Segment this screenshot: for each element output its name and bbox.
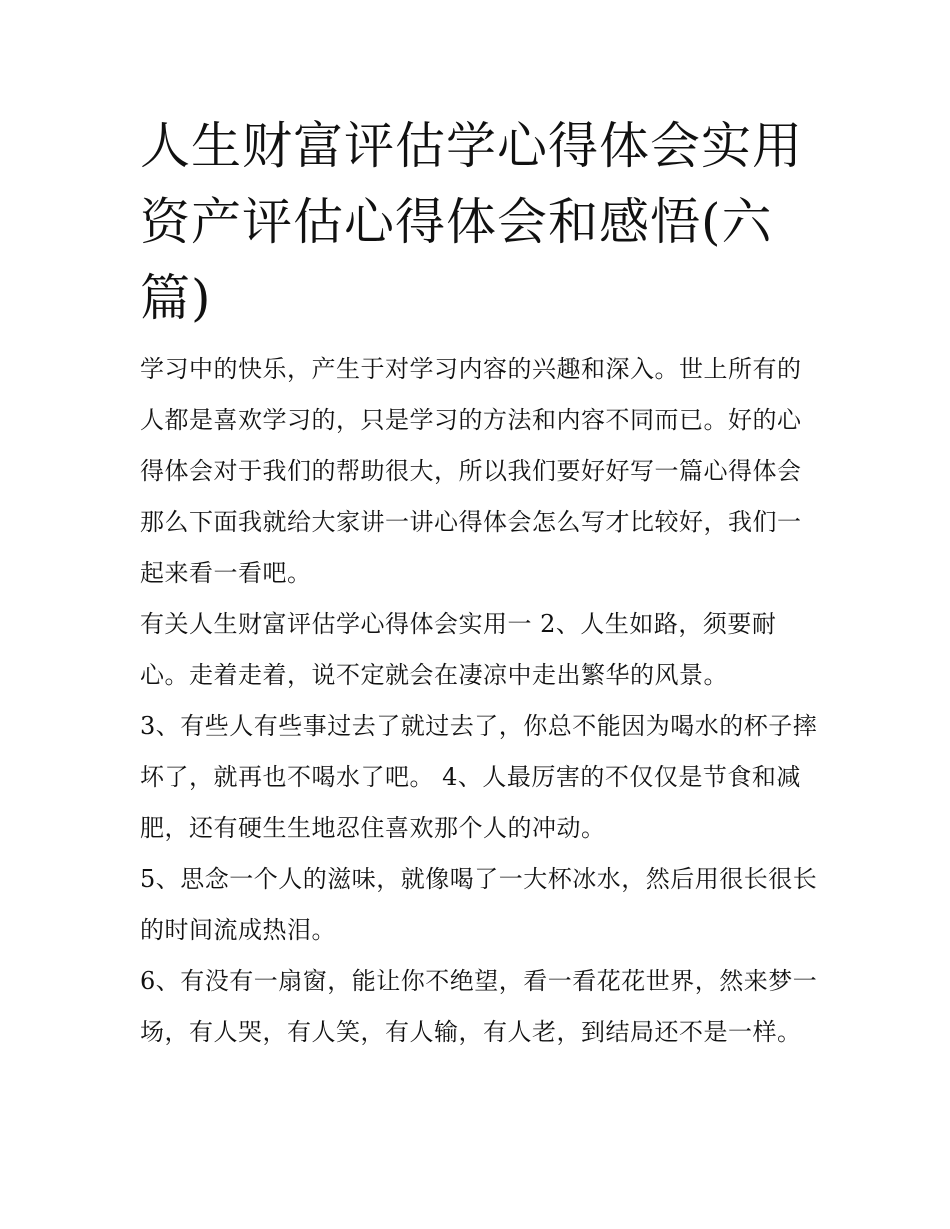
paragraph-item-3-4: 3、有些人有些事过去了就过去了，你总不能因为喝水的杯子摔坏了，就再也不喝水了吧。 4、人最厉害的不仅仅是节食和减肥，还有硬生生地忍住喜欢那个人的冲动。 [140, 712, 818, 842]
paragraph-item-2: 有关人生财富评估学心得体会实用一 2、人生如路，须要耐心。走着走着，说不定就会在凄凉中走出繁华的风景。 [140, 610, 777, 689]
document-page [140, 108, 820, 1058]
paragraph-item-6: 6、有没有一扇窗，能让你不绝望，看一看花花世界，然来梦一场，有人哭，有人笑，有人输，有人老，到结局还不是一样。 [140, 967, 818, 1046]
document-title: 人生财富评估学心得体会实用资产评估心得体会和感悟(六篇) [140, 117, 803, 327]
paragraph-item-5: 5、思念一个人的滋味，就像喝了一大杯冰水，然后用很长很长的时间流成热泪。 [140, 865, 818, 944]
intro-paragraph: 学习中的快乐，产生于对学习内容的兴趣和深入。世上所有的人都是喜欢学习的，只是学习的方法和内容不同而已。好的心得体会对于我们的帮助很大，所以我们要好好写一篇心得体会那么下面我就给大家讲一讲心得体会怎么写才比较好，我们一起来看一看吧。 [140, 355, 802, 587]
